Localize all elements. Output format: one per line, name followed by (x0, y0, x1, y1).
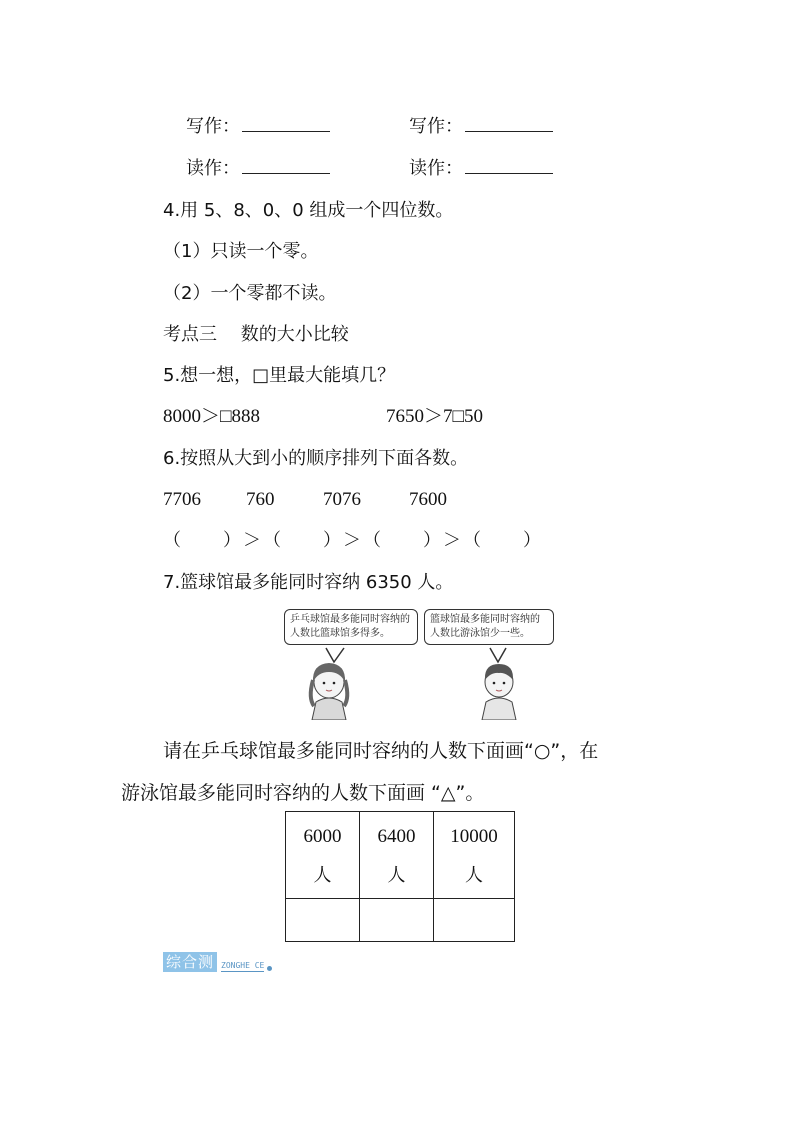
option-number: 6000 (303, 826, 342, 847)
option-unit: 人 (313, 865, 332, 886)
q7-instruction-line1: 请在乒乓球馆最多能同时容纳的人数下面画“○”，在 (163, 740, 599, 762)
option-unit: 人 (387, 865, 406, 886)
table-row (286, 812, 515, 899)
write-label: 写作： (186, 116, 240, 137)
section-header: 考点三 数的大小比较 (163, 324, 349, 345)
answer-blank[interactable] (465, 157, 553, 174)
q4-title: 4.用 5、8、0、0 组成一个四位数。 (163, 200, 454, 221)
read-row-left (186, 157, 330, 181)
q6-title: 6.按照从大到小的顺序排列下面各数。 (163, 448, 469, 469)
q6-number: 760 (246, 489, 275, 510)
q6-number: 7706 (163, 489, 201, 510)
read-label: 读作： (186, 158, 240, 179)
table-cell (360, 812, 434, 899)
answer-blank[interactable] (242, 115, 330, 132)
option-number: 6400 (377, 826, 416, 847)
write-label: 写作： (409, 116, 463, 137)
q6-number: 7076 (323, 489, 361, 510)
answer-cell[interactable] (434, 899, 515, 942)
q7-title: 7.篮球馆最多能同时容纳 6350 人。 (163, 572, 454, 593)
section-tag-sub: ZONGHE CE (221, 961, 265, 970)
read-row-right (409, 157, 553, 181)
table-cell (434, 812, 515, 899)
girl-figure (311, 663, 348, 720)
read-label: 读作： (409, 158, 463, 179)
q4-sub1: （1）只读一个零。 (163, 241, 319, 262)
capacity-table (285, 811, 515, 942)
table-cell (286, 812, 360, 899)
q6-order-line[interactable]: （ ）＞（ ）＞（ ）＞（ ） (163, 530, 543, 551)
bubble-right-text: 篮球馆最多能同时容纳的人数比游泳馆少一些。 (430, 614, 540, 639)
option-number: 10000 (450, 826, 498, 847)
q5-title: 5.想一想，□里最大能填几？ (163, 365, 396, 386)
answer-blank[interactable] (242, 157, 330, 174)
write-row-left (186, 115, 330, 139)
answer-cell[interactable] (360, 899, 434, 942)
answer-blank[interactable] (465, 115, 553, 132)
boy-figure (482, 664, 516, 720)
q5-expr2: 7650＞7□50 (386, 406, 483, 427)
children-figures (284, 606, 554, 720)
bubble-left-text: 乒乓球馆最多能同时容纳的人数比篮球馆多得多。 (290, 614, 410, 639)
dialogue-illustration (284, 606, 554, 720)
q4-sub2: （2）一个零都不读。 (163, 283, 337, 304)
option-unit: 人 (465, 865, 483, 886)
answer-cell[interactable] (286, 899, 360, 942)
q5-expr1: 8000＞□888 (163, 406, 260, 427)
table-row (286, 899, 515, 942)
write-row-right (409, 115, 553, 139)
section-tag (163, 952, 272, 972)
section-tag-label: 综合测 (163, 952, 217, 972)
q6-number: 7600 (409, 489, 447, 510)
q7-instruction-line2: 游泳馆最多能同时容纳的人数下面画 “△”。 (121, 782, 485, 804)
dot-icon (267, 966, 272, 971)
